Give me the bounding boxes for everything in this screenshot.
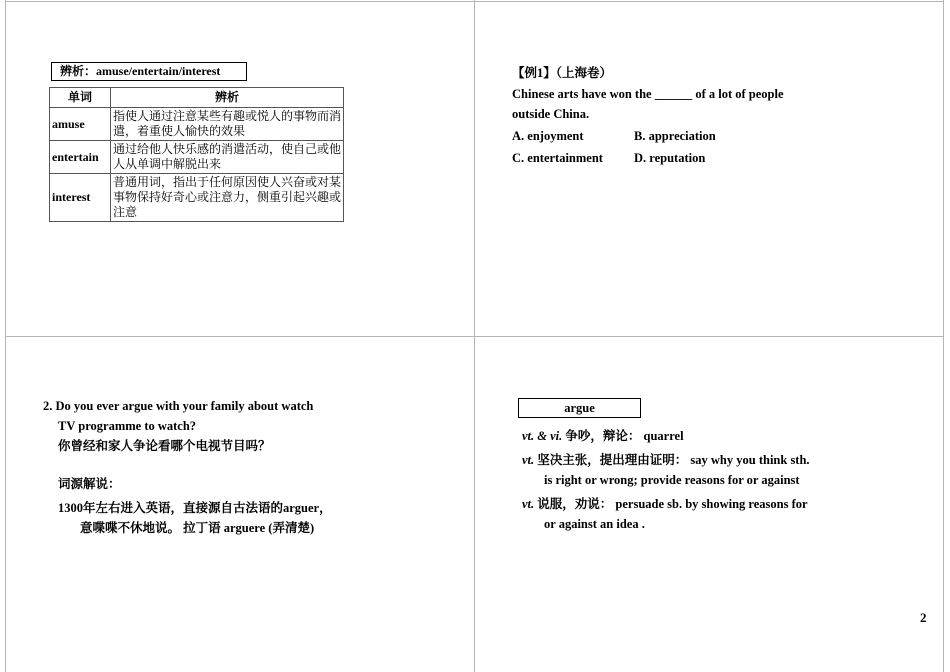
sense-text-cont: or against an idea .	[544, 517, 645, 531]
table-cell-word: interest	[50, 174, 111, 222]
table-header-word: 单词	[50, 88, 111, 108]
page-number: 2	[920, 610, 927, 625]
table-row	[50, 108, 344, 141]
sense-3	[522, 494, 852, 514]
question-panel	[43, 396, 373, 538]
table-cell-word: amuse	[50, 108, 111, 141]
horizontal-divider	[5, 336, 944, 337]
sense-pos: vt.	[522, 453, 535, 467]
sense-pos: vt. & vi.	[522, 429, 563, 443]
table-cell-word: entertain	[50, 141, 111, 174]
option-c: C. entertainment	[512, 151, 603, 165]
table-header-desc: 辨析	[111, 88, 344, 108]
panel1-title: 辨析：amuse/entertain/interest	[51, 62, 247, 81]
option-a: A. enjoyment	[512, 129, 584, 143]
sense-pos: vt.	[522, 497, 535, 511]
question-line-1: Chinese arts have won the ______ of a lot of people	[512, 87, 784, 101]
sense-1	[522, 426, 852, 446]
table-cell-desc: 指使人通过注意某些有趣或悦人的事物而消遣，着重使人愉快的效果	[111, 108, 344, 141]
sense-2	[522, 450, 852, 470]
translation: 你曾经和家人争论看哪个电视节目吗？	[58, 439, 271, 453]
sense-text: 说服，劝说： persuade sb. by showing reasons for	[537, 497, 808, 511]
example-heading: 【例1】（上海卷）	[512, 66, 613, 80]
option-b: B. appreciation	[634, 129, 716, 143]
option-d: D. reputation	[634, 151, 706, 165]
table-row	[50, 141, 344, 174]
sense-text: 争吵，辩论： quarrel	[565, 429, 684, 443]
definitions-table	[49, 87, 344, 222]
sense-text: 坚决主张，提出理由证明： say why you think sth.	[537, 453, 810, 467]
question-line-2: TV programme to watch?	[58, 419, 197, 433]
word-title: argue	[518, 398, 641, 418]
table-cell-desc: 普通用词，指出于任何原因使人兴奋或对某事物保持好奇心或注意力，侧重引起兴趣或注意	[111, 174, 344, 222]
sense-text-cont: is right or wrong; provide reasons for or against	[544, 473, 800, 487]
question-line-1: 2. Do you ever argue with your family about watch	[43, 399, 314, 413]
example-panel	[512, 63, 842, 168]
table-cell-desc: 通过给他人快乐感的消遣活动，使自己或他人从单调中解脱出来	[111, 141, 344, 174]
table-row	[50, 174, 344, 222]
etymology-line-1: 1300年左右进入英语，直接源自古法语的arguer，	[58, 501, 332, 515]
etymology-heading: 词源解说：	[58, 477, 121, 491]
table-header-row	[50, 88, 344, 108]
senses-panel	[522, 426, 852, 534]
question-line-2: outside China.	[512, 107, 590, 121]
etymology-line-2: 意喋喋不休地说。 拉丁语 arguere (弄清楚)	[80, 521, 315, 535]
top-border	[5, 1, 944, 2]
